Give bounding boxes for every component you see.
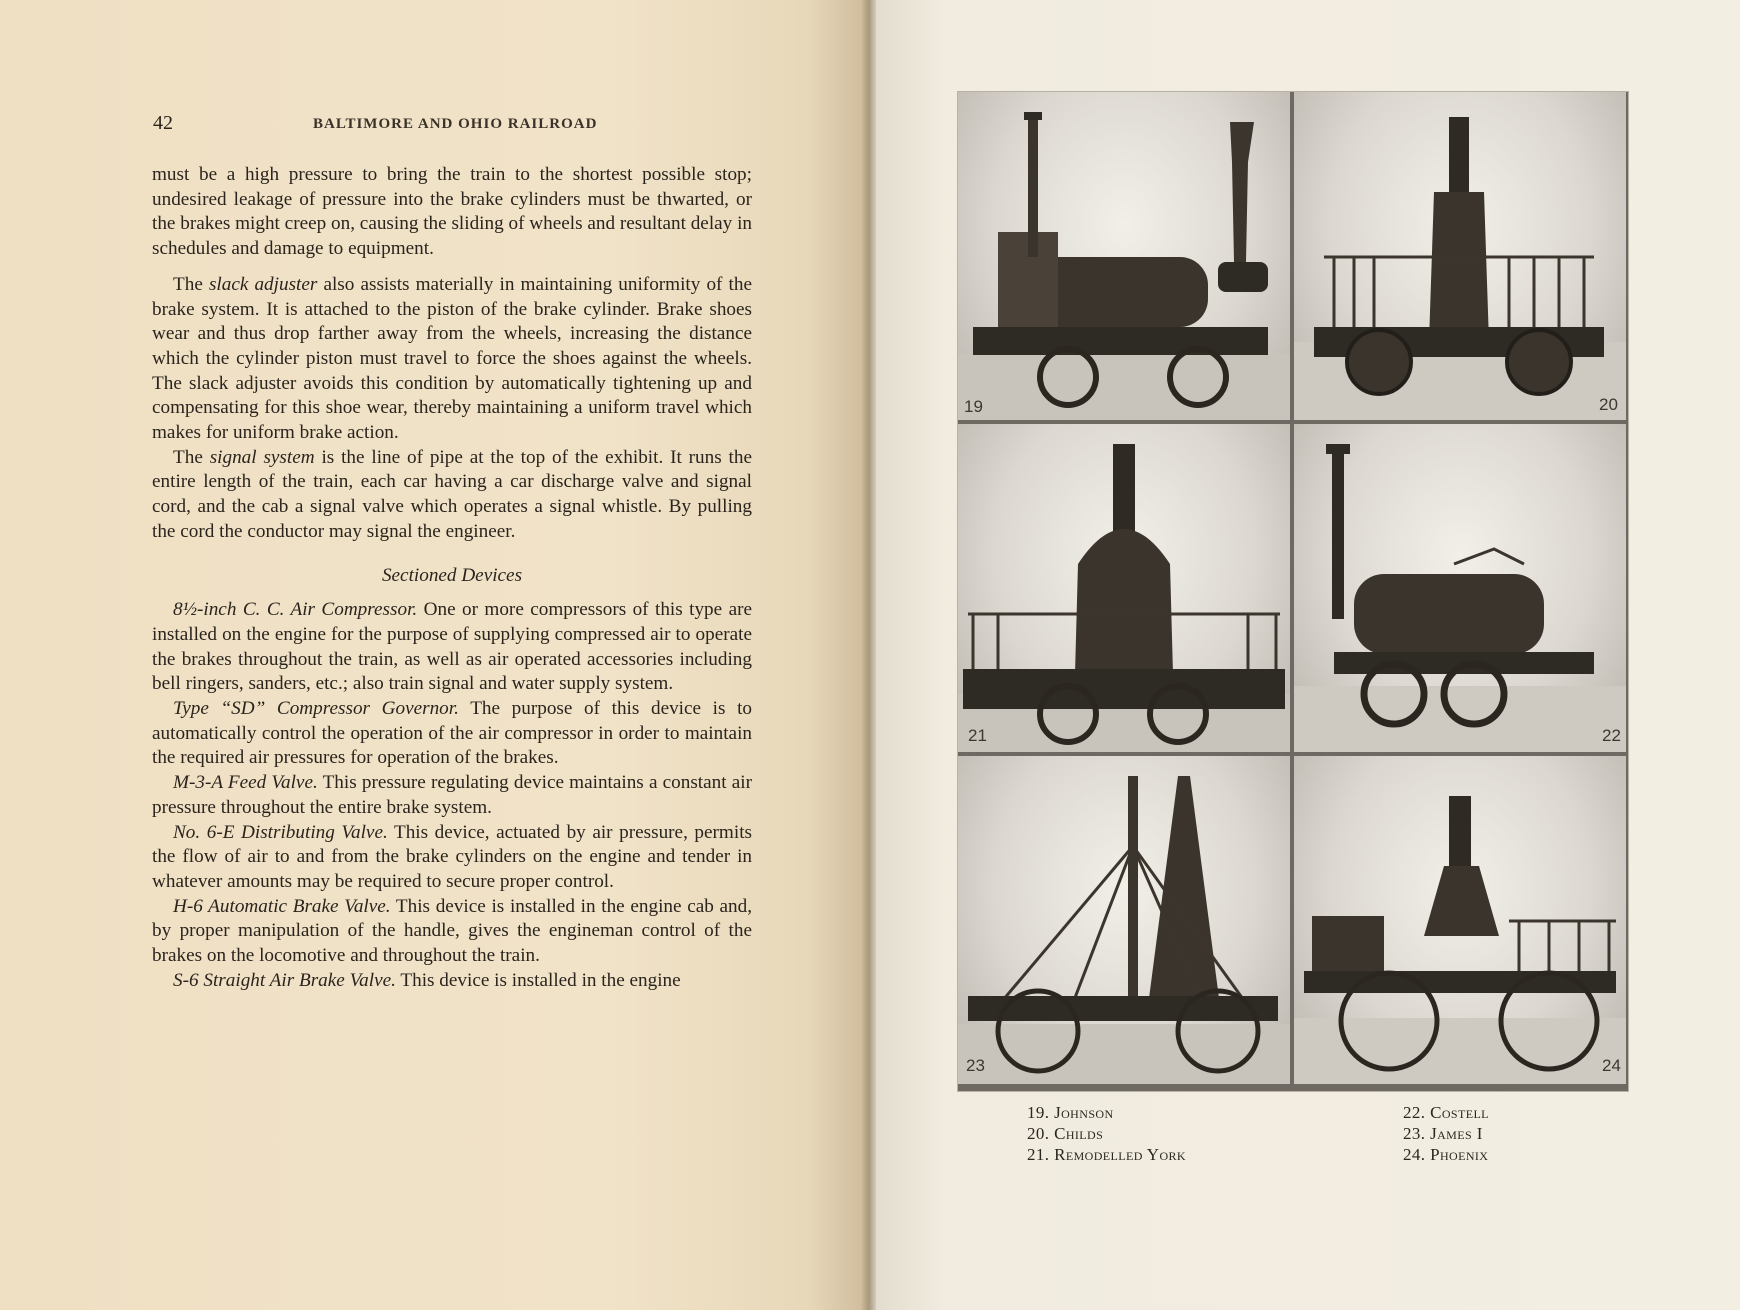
device-paragraph	[152, 895, 752, 969]
caption-column-right	[1403, 1102, 1489, 1165]
paragraph-text: is the line of pipe at the top of the exhibit. It runs the entire length of the train, each car having a car discharge valve and signal cord, and the cab a signal valve which operates a signal whistle. By pulling the cord the conductor may signal the engineer.	[152, 446, 752, 542]
device-text: This pressure regulating device maintains a constant air pressure throughout the entire brake system.	[152, 772, 752, 818]
plate-captions	[1027, 1102, 1627, 1172]
running-head: BALTIMORE AND OHIO RAILROAD	[313, 116, 598, 132]
plate-photo-21	[958, 424, 1290, 752]
caption-column-left	[1027, 1102, 1186, 1165]
device-paragraph	[152, 771, 752, 820]
paragraph	[152, 163, 752, 262]
page-number: 42	[153, 112, 173, 134]
locomotive-model-photo	[958, 424, 1290, 752]
term-italic: signal system	[209, 446, 315, 468]
caption-20: 20. Childs	[1027, 1124, 1104, 1143]
locomotive-model-photo	[1294, 756, 1626, 1084]
device-name: S-6 Straight Air Brake Valve.	[173, 969, 396, 991]
locomotive-model-photo	[1294, 92, 1626, 420]
locomotive-model-photo	[1294, 424, 1626, 752]
plate-number: 24	[1602, 1056, 1621, 1075]
plate-number: 20	[1599, 395, 1618, 414]
device-text: The purpose of this device is to automatically control the operation of the air compressor in order to maintain the required air pressures for operation of the brakes.	[152, 698, 753, 769]
term-italic: slack adjuster	[208, 273, 318, 295]
page-header	[153, 112, 753, 142]
locomotive-model-photo	[958, 92, 1290, 420]
plate-number: 22	[1602, 726, 1621, 745]
plate-photo-24	[1294, 756, 1626, 1084]
device-paragraph	[152, 697, 752, 771]
caption-22: 22. Costell	[1403, 1103, 1489, 1122]
plate-number: 19	[964, 397, 983, 416]
device-paragraph	[152, 821, 752, 895]
plate-photo-23	[958, 756, 1290, 1084]
device-name: No. 6-E Distributing Valve.	[173, 821, 388, 843]
device-text: One or more compressors of this type are installed on the engine for the purpose of supplying compressed air to operate the brakes throughout the train, as well as air operated accessories including bell ringers, sanders, etc.; also train signal and water supply system.	[152, 599, 752, 695]
device-text: This device is installed in the engine	[395, 969, 681, 991]
device-name: Type “SD” Compressor Governor.	[173, 698, 459, 720]
device-name: M-3-A Feed Valve.	[173, 772, 318, 794]
paragraph	[152, 273, 752, 446]
plate-number: 21	[968, 726, 987, 745]
device-paragraph	[152, 598, 752, 697]
caption-21: 21. Remodelled York	[1027, 1145, 1186, 1164]
device-name: 8½-inch C. C. Air Compressor.	[173, 599, 418, 621]
plate-photo-20	[1294, 92, 1626, 420]
plate-photo-19	[958, 92, 1290, 420]
caption-23: 23. James I	[1403, 1124, 1483, 1143]
photo-plates-grid	[958, 92, 1628, 1091]
section-heading: Sectioned Devices	[381, 564, 523, 586]
caption-19: 19. Johnson	[1027, 1103, 1114, 1122]
book-gutter	[862, 0, 876, 1310]
device-name: H-6 Automatic Brake Valve.	[173, 895, 391, 917]
paragraph	[152, 446, 752, 545]
paragraph-text: must be a high pressure to bring the train to the shortest possible stop; undesired leakage of pressure into the brake cylinders must be thwarted, or the brakes might creep on, causing the sliding of wheels and resultant delay in schedules and damage to equipment.	[152, 164, 752, 260]
left-page	[0, 0, 868, 1310]
paragraph-lead: The	[173, 446, 210, 468]
paragraph-text: also assists materially in maintaining uniformity of the brake system. It is attached to the piston of the brake cylinder. Brake shoes wear and thus drop farther away from the wheels, increasing the distance which the cylinder piston must travel to force the shoes against the wheels. The slack adjuster avoids this condition by automatically tightening up and compensating for this shoe wear, thereby maintaining a uniform travel which makes for uniform brake action.	[152, 273, 752, 444]
plate-photo-22	[1294, 424, 1626, 752]
plate-number: 23	[966, 1056, 985, 1075]
caption-24: 24. Phoenix	[1403, 1145, 1489, 1164]
paragraph-lead: The	[173, 273, 209, 295]
locomotive-model-photo	[958, 756, 1290, 1084]
device-paragraph	[152, 969, 752, 994]
device-text: This device is installed in the engine cab and, by proper manipulation of the handle, gives the engineman control of the brakes on the locomotive and throughout the train.	[152, 895, 752, 967]
device-text: This device, actuated by air pressure, permits the flow of air to and from the brake cylinders on the engine and tender in whatever amounts may be required to secure proper control.	[152, 821, 752, 892]
body-text	[152, 163, 752, 994]
